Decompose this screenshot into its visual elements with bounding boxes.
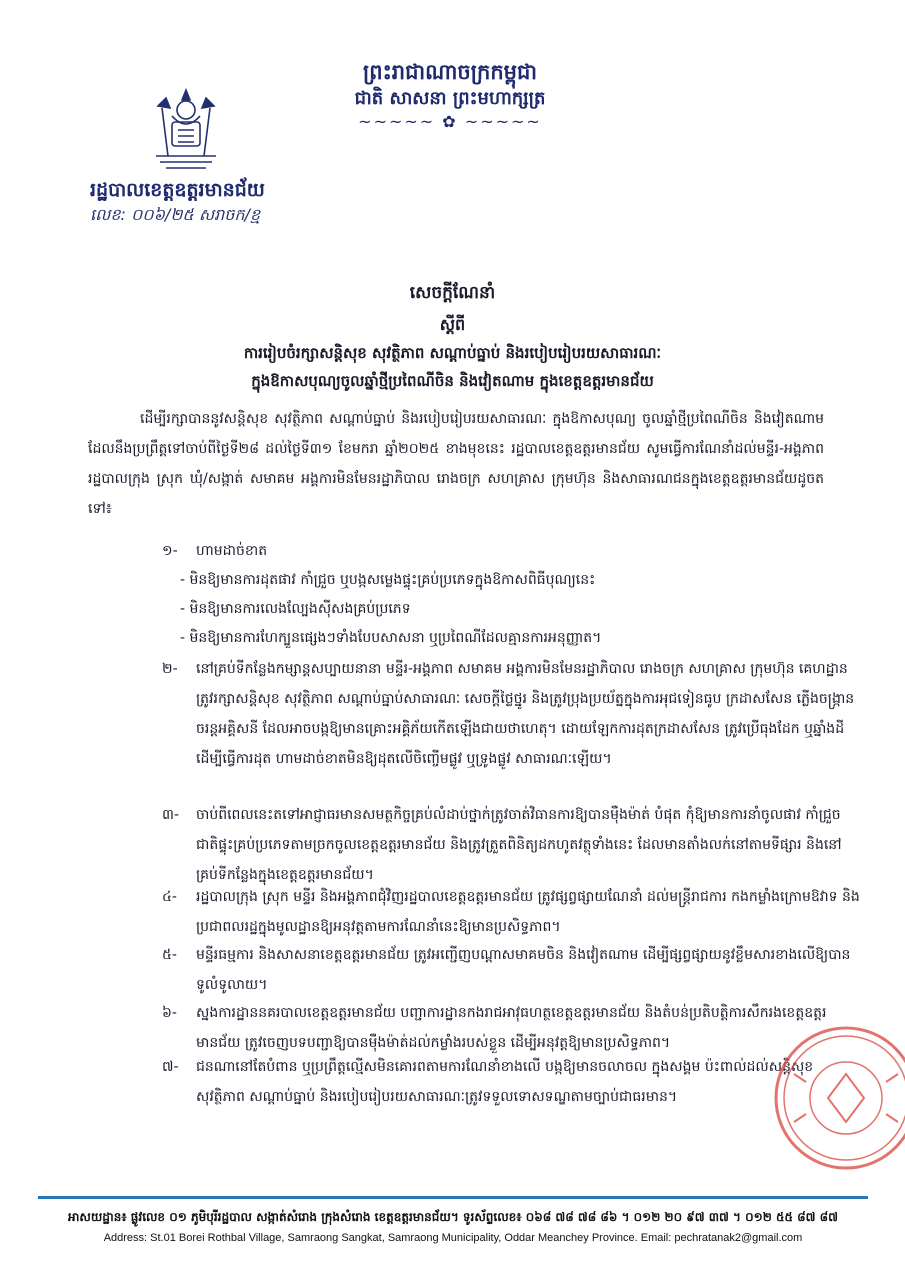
item-text: នៅគ្រប់ទីកន្លែងកម្សាន្តសប្បាយនានា មន្ទីរ-អង្គភាព សមាគម អង្គការមិនមែនរដ្ឋាភិបាល រោងចក្រ សហគ្រាស ក្រុមហ៊ុន គេហដ្ឋាន ត្រូវរក្សាសន្តិសុខ សុវត្ថិភាព សណ្តាប់ធ្នាប់សាធារណៈ សេចក្តីថ្លៃថ្នូរ និងត្រូវប្រុងប្រយ័ត្នក្នុងការអុជទៀនធូប ក្រដាសសែន ភ្លើងចង្ក្រាន ចរន្តអគ្គិសនី ដែលអាចបង្កឱ្យមានគ្រោះអគ្គិភ័យកើតឡើងជាយថាហេតុ។ ដោយឡែកការដុតក្រដាសសែន ត្រូវប្រើធុងដែក ឬឆ្នាំងដី ដើម្បីធ្វើការដុត ហាមដាច់ខាតមិនឱ្យដុតលើចិញ្ចើមផ្លូវ ឬទ្រូងផ្លូវ សាធារណៈឡើយ។ (196, 661, 855, 767)
item-5 (162, 940, 862, 1000)
header-ornament: ~~~~~ ✿ ~~~~~ (358, 112, 542, 131)
footer-address-khmer: អាសយដ្ឋាន៖ ផ្លូវលេខ ០១ ភូមិបុរីរដ្ឋបាល សង្កាត់សំរោង ក្រុងសំរោង ខេត្តឧត្តរមានជ័យ។ ទូរស័ព្ទលេខ៖ ០៦៨ ៧៨ ៧៨ ៨៦ ។ ០១២ ២០ ៩៧ ៣៧ ។ ០១២ ៥៥ ៨៧ ៨៧ (68, 1210, 838, 1224)
item-text: ជនណានៅតែបំពាន ឬប្រព្រឹត្តល្មើសមិនគោរពតាមការណែនាំខាងលើ បង្កឱ្យមានចលាចល ក្នុងសង្គម ប៉ះពាល់ដល់សន្តិសុខ សុវត្ថិភាព សណ្តាប់ធ្នាប់ និងរបៀបរៀបរយសាធារណៈត្រូវទទួលទោសទណ្ឌតាមច្បាប់ជាធរមាន។ (196, 1059, 814, 1105)
document-type: សេចក្តីណែនាំ (409, 283, 496, 303)
official-seal-stamp-icon (758, 1010, 905, 1180)
subject-line-2: ក្នុងឱកាសបុណ្យចូលឆ្នាំថ្មីប្រពៃណីចិន និងវៀតណាម ក្នុងខេត្តឧត្តរមានជ័យ (251, 372, 654, 390)
item-6 (162, 998, 862, 1058)
footer-divider (38, 1196, 868, 1199)
document-about: ស្តីពី (439, 315, 466, 334)
item-text: ចាប់ពីពេលនេះតទៅអាជ្ញាធរមានសមត្ថកិច្ចគ្រប់លំដាប់ថ្នាក់ត្រូវចាត់វិធានការឱ្យបានម៉ឺងម៉ាត់ បំផុត កុំឱ្យមានការនាំចូលផាវ កាំជ្រួច ជាតិផ្ទុះគ្រប់ប្រភេទតាមច្រកចូលខេត្តឧត្តរមានជ័យ និងត្រូវត្រួតពិនិត្យដកហូតវត្ថុទាំងនេះ ដែលមានតាំងលក់នៅតាមទីផ្សារ និងនៅគ្រប់ទីកន្លែងក្នុងខេត្តឧត្តរមានជ័យ។ (196, 807, 842, 883)
item-number: ៥- (162, 947, 177, 963)
bullet-item: - មិនឱ្យមានការដុតផាវ កាំជ្រួច ឬបង្កសម្លេងផ្ទុះគ្រប់ប្រភេទក្នុងឱកាសពិធីបុណ្យនេះ (180, 572, 596, 588)
bullet-item: - មិនឱ្យមានការលេងល្បែងស៊ីសងគ្រប់ប្រភេទ (180, 601, 411, 617)
item-number: ៣- (162, 807, 180, 823)
item-number: ២- (162, 661, 178, 677)
item-number: ១- (162, 543, 178, 559)
kingdom-header (300, 58, 600, 132)
issuing-office-name: រដ្ឋបាលខេត្តឧត្តរមានជ័យ (90, 179, 265, 201)
item-number: ៧- (162, 1059, 179, 1075)
reference-number: លេខ: ០០៦/២៥ សរាចក/ខ្ម (90, 205, 261, 224)
item-number: ៤- (162, 889, 177, 905)
national-motto: ជាតិ សាសនា ព្រះមហាក្សត្រ (354, 88, 546, 109)
item-1 (162, 536, 862, 566)
item-text: រដ្ឋបាលក្រុង ស្រុក មន្ទីរ និងអង្គភាពជុំវិញរដ្ឋបាលខេត្តឧត្តរមានជ័យ ត្រូវផ្សព្វផ្សាយណែនាំ ដល់មន្ត្រីរាជការ កងកម្លាំងក្រោមឱវាទ និងប្រជាពលរដ្ឋក្នុងមូលដ្ឋានឱ្យអនុវត្តតាមការណែនាំនេះឱ្យមានប្រសិទ្ធភាព។ (196, 889, 860, 935)
kingdom-title: ព្រះរាជាណាចក្រកម្ពុជា (362, 60, 537, 84)
item-number: ៦- (162, 1005, 177, 1021)
royal-coat-of-arms-icon (148, 86, 224, 176)
item-4 (162, 882, 862, 942)
footer-address-english: Address: St.01 Borei Rothbal Village, Samraong Sangkat, Samraong Municipality, Oddar Meanchey Province. Email: pechratanak2@gmail.com (103, 1232, 803, 1244)
item-title: ហាមដាច់ខាត (196, 543, 268, 559)
item-1-bullets (180, 566, 840, 653)
item-7 (162, 1052, 862, 1112)
item-3 (162, 800, 862, 890)
subject-line-1: ការរៀបចំរក្សាសន្តិសុខ សុវត្ថិភាព សណ្តាប់ធ្នាប់ និងរបៀបរៀបរយសាធារណៈ (243, 344, 662, 362)
item-2 (162, 654, 862, 774)
item-text: មន្ទីរធម្មការ និងសាសនាខេត្តឧត្តរមានជ័យ ត្រូវអញ្ជើញបណ្តាសមាគមចិន និងវៀតណាម ដើម្បីផ្សព្វផ្សាយនូវខ្លឹមសារខាងលើឱ្យបានទូលំទូលាយ។ (196, 947, 851, 993)
intro-paragraph: ដើម្បីរក្សាបាននូវសន្តិសុខ សុវត្ថិភាព សណ្តាប់ធ្នាប់ និងរបៀបរៀបរយសាធារណៈ ក្នុងឱកាសបុណ្យ ចូលឆ្នាំថ្មីប្រពៃណីចិន និងវៀតណាម ដែលនឹងប្រព្រឹត្តទៅចាប់ពីថ្ងៃទី២៨ ដល់ថ្ងៃទី៣១ ខែមករា ឆ្នាំ២០២៥ ខាងមុខនេះ រដ្ឋបាលខេត្តឧត្តរមានជ័យ សូមធ្វើការណែនាំដល់មន្ទីរ-អង្គភាព រដ្ឋបាលក្រុង ស្រុក ឃុំ/សង្កាត់ សមាគម អង្គការមិនមែនរដ្ឋាភិបាល រោងចក្រ សហគ្រាស ក្រុមហ៊ុន និងសាធារណជនក្នុងខេត្តឧត្តរមានជ័យដូចតទៅ៖ (88, 411, 824, 517)
item-text: ស្នងការដ្ឋាននគរបាលខេត្តឧត្តរមានជ័យ បញ្ជាការដ្ឋានកងរាជអាវុធហត្ថខេត្តឧត្តរមានជ័យ និងតំបន់ប្រតិបត្តិការសឹករងខេត្តឧត្តរមានជ័យ ត្រូវចេញបទបញ្ជាឱ្យបានម៉ឺងម៉ាត់ដល់កម្លាំងរបស់ខ្លួន ដើម្បីអនុវត្តឱ្យមានប្រសិទ្ធភាព។ (196, 1005, 827, 1051)
bullet-item: - មិនឱ្យមានការហែក្បួនផ្សេងៗទាំងបែបសាសនា ឬប្រពៃណីដែលគ្មានការអនុញ្ញាត។ (180, 630, 602, 646)
